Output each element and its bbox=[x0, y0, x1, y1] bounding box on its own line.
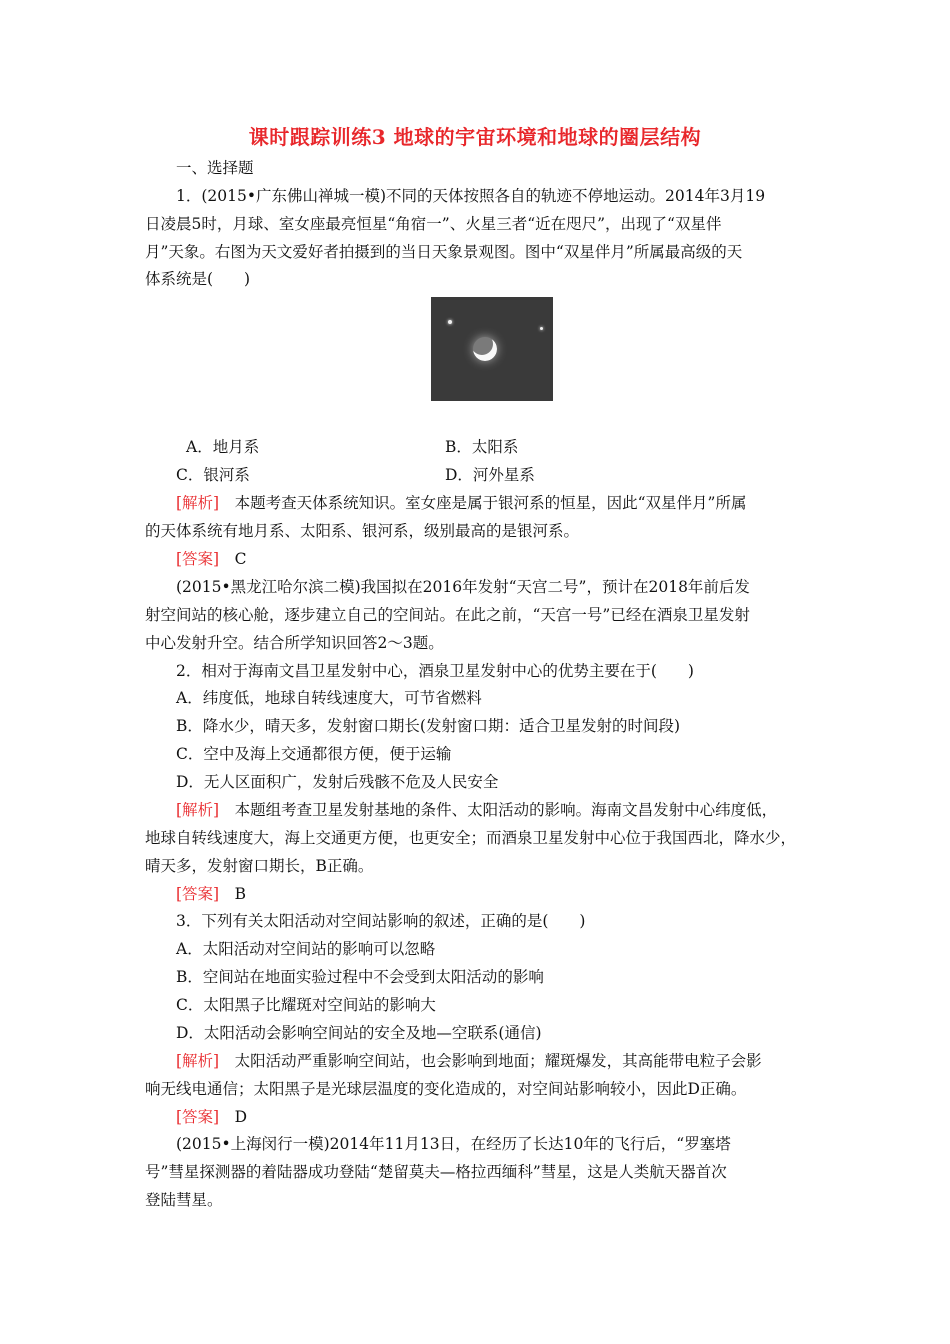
q2-option-d: D．无人区面积广，发射后残骸不危及人民安全 bbox=[176, 773, 499, 791]
q1-option-c: C．银河系 bbox=[176, 466, 250, 484]
analysis-tag: [解析] bbox=[176, 801, 220, 819]
q3-option-d: D．太阳活动会影响空间站的安全及地—空联系(通信) bbox=[176, 1024, 542, 1042]
q1-option-b: B．太阳系 bbox=[445, 438, 519, 456]
q1-stem-line-2: 日凌晨5时，月球、室女座最亮恒星“角宿一”、火星三者“近在咫尺”，出现了“双星伴 bbox=[145, 215, 722, 233]
q2-option-a: A．纬度低，地球自转线速度大，可节省燃料 bbox=[176, 689, 482, 707]
passage1-line-3: 中心发射升空。结合所学知识回答2～3题。 bbox=[145, 634, 444, 652]
q1-answer bbox=[176, 549, 856, 569]
q2-analysis-line-3: 晴天多，发射窗口期长，B正确。 bbox=[145, 857, 374, 875]
q3-stem: 3．下列有关太阳活动对空间站影响的叙述，正确的是( ) bbox=[176, 912, 586, 930]
q3-option-c: C．太阳黑子比耀斑对空间站的影响大 bbox=[176, 996, 436, 1014]
analysis-tag: [解析] bbox=[176, 494, 220, 512]
q2-stem: 2．相对于海南文昌卫星发射中心，酒泉卫星发射中心的优势主要在于( ) bbox=[176, 662, 694, 680]
page-title: 课时跟踪训练3 地球的宇宙环境和地球的圈层结构 bbox=[248, 125, 702, 149]
answer-tag: [答案] bbox=[176, 885, 220, 903]
star-mars bbox=[540, 327, 543, 330]
q1-option-d: D．河外星系 bbox=[445, 466, 535, 484]
q1-stem-line-3: 月”天象。右图为天文爱好者拍摄到的当日天象景观图。图中“双星伴月”所属最高级的天 bbox=[145, 243, 743, 261]
q1-analysis-text: 本题考查天体系统知识。室女座是属于银河系的恒星，因此“双星伴月”所属 bbox=[219, 494, 747, 512]
q1-answer-value: C bbox=[219, 550, 247, 568]
q2-analysis-text: 本题组考查卫星发射基地的条件、太阳活动的影响。海南文昌发射中心纬度低， bbox=[219, 801, 778, 819]
q1-analysis-line-2: 的天体系统有地月系、太阳系、银河系，级别最高的是银河系。 bbox=[145, 522, 580, 540]
q3-analysis-line-1 bbox=[176, 1051, 856, 1071]
q2-answer bbox=[176, 884, 856, 904]
q3-option-a: A．太阳活动对空间站的影响可以忽略 bbox=[176, 940, 436, 958]
q3-option-b: B．空间站在地面实验过程中不会受到太阳活动的影响 bbox=[176, 968, 544, 986]
passage2-line-1: (2015•上海闵行一模)2014年11月13日，在经历了长达10年的飞行后，“罗塞塔 bbox=[176, 1135, 731, 1153]
q2-analysis-line-1 bbox=[176, 800, 856, 820]
q1-stem-line-4: 体系统是( ) bbox=[145, 270, 251, 288]
passage1-line-1: (2015•黑龙江哈尔滨二模)我国拟在2016年发射“天宫二号”，预计在2018年前后发 bbox=[176, 578, 750, 596]
q3-analysis-text: 太阳活动严重影响空间站，也会影响到地面；耀斑爆发，其高能带电粒子会影 bbox=[219, 1052, 762, 1070]
q2-answer-value: B bbox=[219, 885, 246, 903]
section-heading: 一、选择题 bbox=[176, 159, 254, 177]
q1-stem-line-1: 1．(2015•广东佛山禅城一模)不同的天体按照各自的轨迹不停地运动。2014年3月19 bbox=[176, 187, 766, 205]
q3-answer bbox=[176, 1107, 856, 1127]
crescent-moon bbox=[473, 337, 497, 361]
q3-answer-value: D bbox=[219, 1108, 248, 1126]
q2-analysis-line-2: 地球自转线速度大，海上交通更方便，也更安全；而酒泉卫星发射中心位于我国西北，降水少， bbox=[145, 829, 797, 847]
answer-tag: [答案] bbox=[176, 550, 220, 568]
q2-option-c: C．空中及海上交通都很方便，便于运输 bbox=[176, 745, 452, 763]
answer-tag: [答案] bbox=[176, 1108, 220, 1126]
q2-option-b: B．降水少，晴天多，发射窗口期长(发射窗口期：适合卫星发射的时间段) bbox=[176, 717, 680, 735]
analysis-tag: [解析] bbox=[176, 1052, 220, 1070]
q3-analysis-line-2: 响无线电通信；太阳黑子是光球层温度的变化造成的，对空间站影响较小，因此D正确。 bbox=[145, 1080, 747, 1098]
passage2-line-3: 登陆彗星。 bbox=[145, 1191, 223, 1209]
passage1-line-2: 射空间站的核心舱，逐步建立自己的空间站。在此之前，“天宫一号”已经在酒泉卫星发射 bbox=[145, 606, 750, 624]
q1-option-a: A．地月系 bbox=[186, 438, 260, 456]
star-spica bbox=[448, 320, 452, 324]
passage2-line-2: 号”彗星探测器的着陆器成功登陆“楚留莫夫—格拉西缅科”彗星，这是人类航天器首次 bbox=[145, 1163, 727, 1181]
q1-analysis-line-1 bbox=[176, 493, 856, 513]
